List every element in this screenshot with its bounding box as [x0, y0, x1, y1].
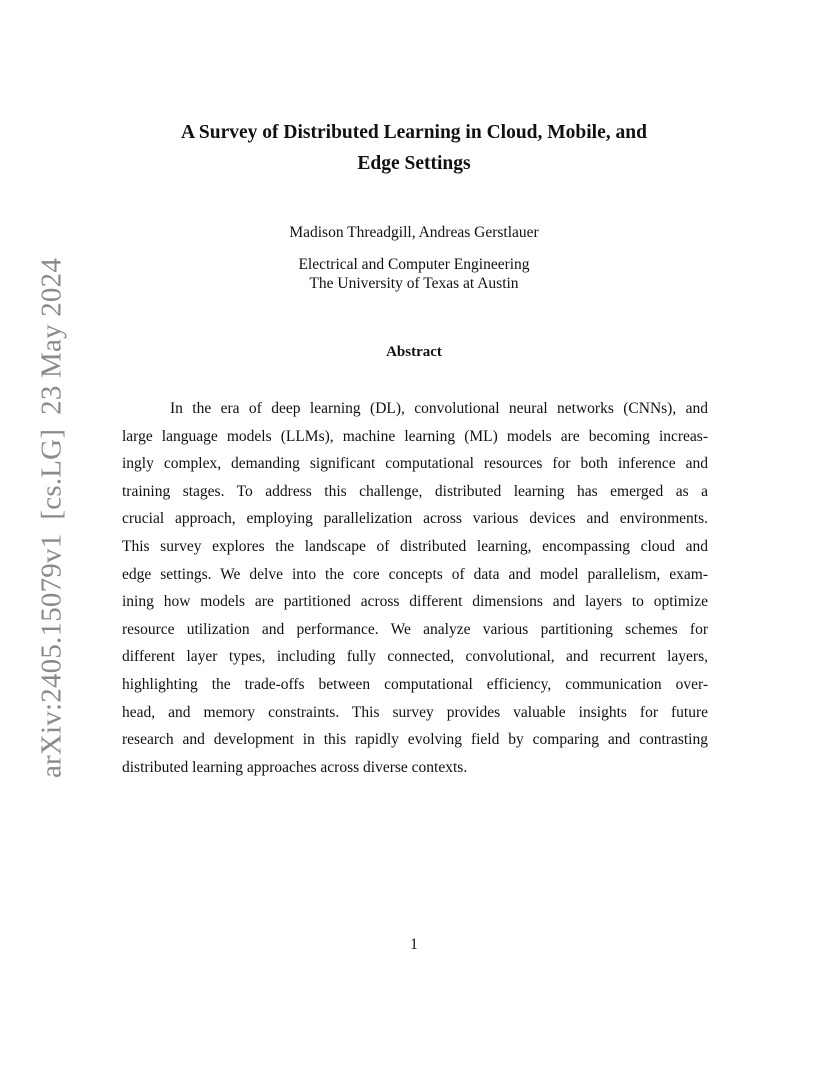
arxiv-stamp — [36, 258, 69, 778]
abstract-line: distributed learning approaches across diverse contexts. — [122, 758, 468, 776]
abstract-line: In the era of deep learning (DL), convolutional neural networks (CNNs), and — [170, 400, 708, 417]
page-number: 1 — [410, 936, 418, 953]
abstract-line: ingly complex, demanding significant computational resources for both inference and — [122, 455, 708, 473]
abstract-line: training stages. To address this challenge, distributed learning has emerged as a — [122, 482, 708, 500]
title-line-2: Edge Settings — [357, 153, 471, 174]
abstract-line: head, and memory constraints. This survey provides valuable insights for future — [122, 703, 708, 721]
paper-affiliation — [120, 255, 708, 293]
abstract-line: different layer types, including fully connected, convolutional, and recurrent layers, — [122, 648, 708, 666]
abstract-line: research and development in this rapidly evolving field by comparing and contrasting — [122, 731, 708, 749]
abstract-line: crucial approach, employing parallelization across various devices and environments. — [122, 510, 708, 528]
abstract-line: edge settings. We delve into the core concepts of data and model parallelism, exam- — [122, 565, 708, 583]
abstract-line: highlighting the trade-offs between computational efficiency, communication over- — [122, 675, 708, 693]
abstract-body — [122, 395, 708, 781]
paper-title — [120, 117, 708, 179]
title-line-1: A Survey of Distributed Learning in Cloud, Mobile, and — [181, 122, 647, 143]
abstract-line: ining how models are partitioned across different dimensions and layers to optimize — [122, 593, 708, 611]
abstract-heading: Abstract — [386, 344, 442, 360]
abstract-line: This survey explores the landscape of distributed learning, encompassing cloud and — [122, 537, 708, 555]
arxiv-date: 23 May 2024 — [35, 257, 68, 415]
paper-authors: Madison Threadgill, Andreas Gerstlauer — [289, 224, 539, 241]
affiliation-line-1: Electrical and Computer Engineering — [298, 256, 530, 273]
arxiv-identifier: arXiv:2405.15079v1 — [35, 533, 68, 779]
abstract-line: large language models (LLMs), machine learning (ML) models are becoming increas- — [122, 427, 708, 445]
abstract-line: resource utilization and performance. We analyze various partitioning schemes for — [122, 620, 708, 638]
affiliation-line-2: The University of Texas at Austin — [309, 275, 519, 292]
arxiv-category: [cs.LG] — [35, 428, 68, 520]
